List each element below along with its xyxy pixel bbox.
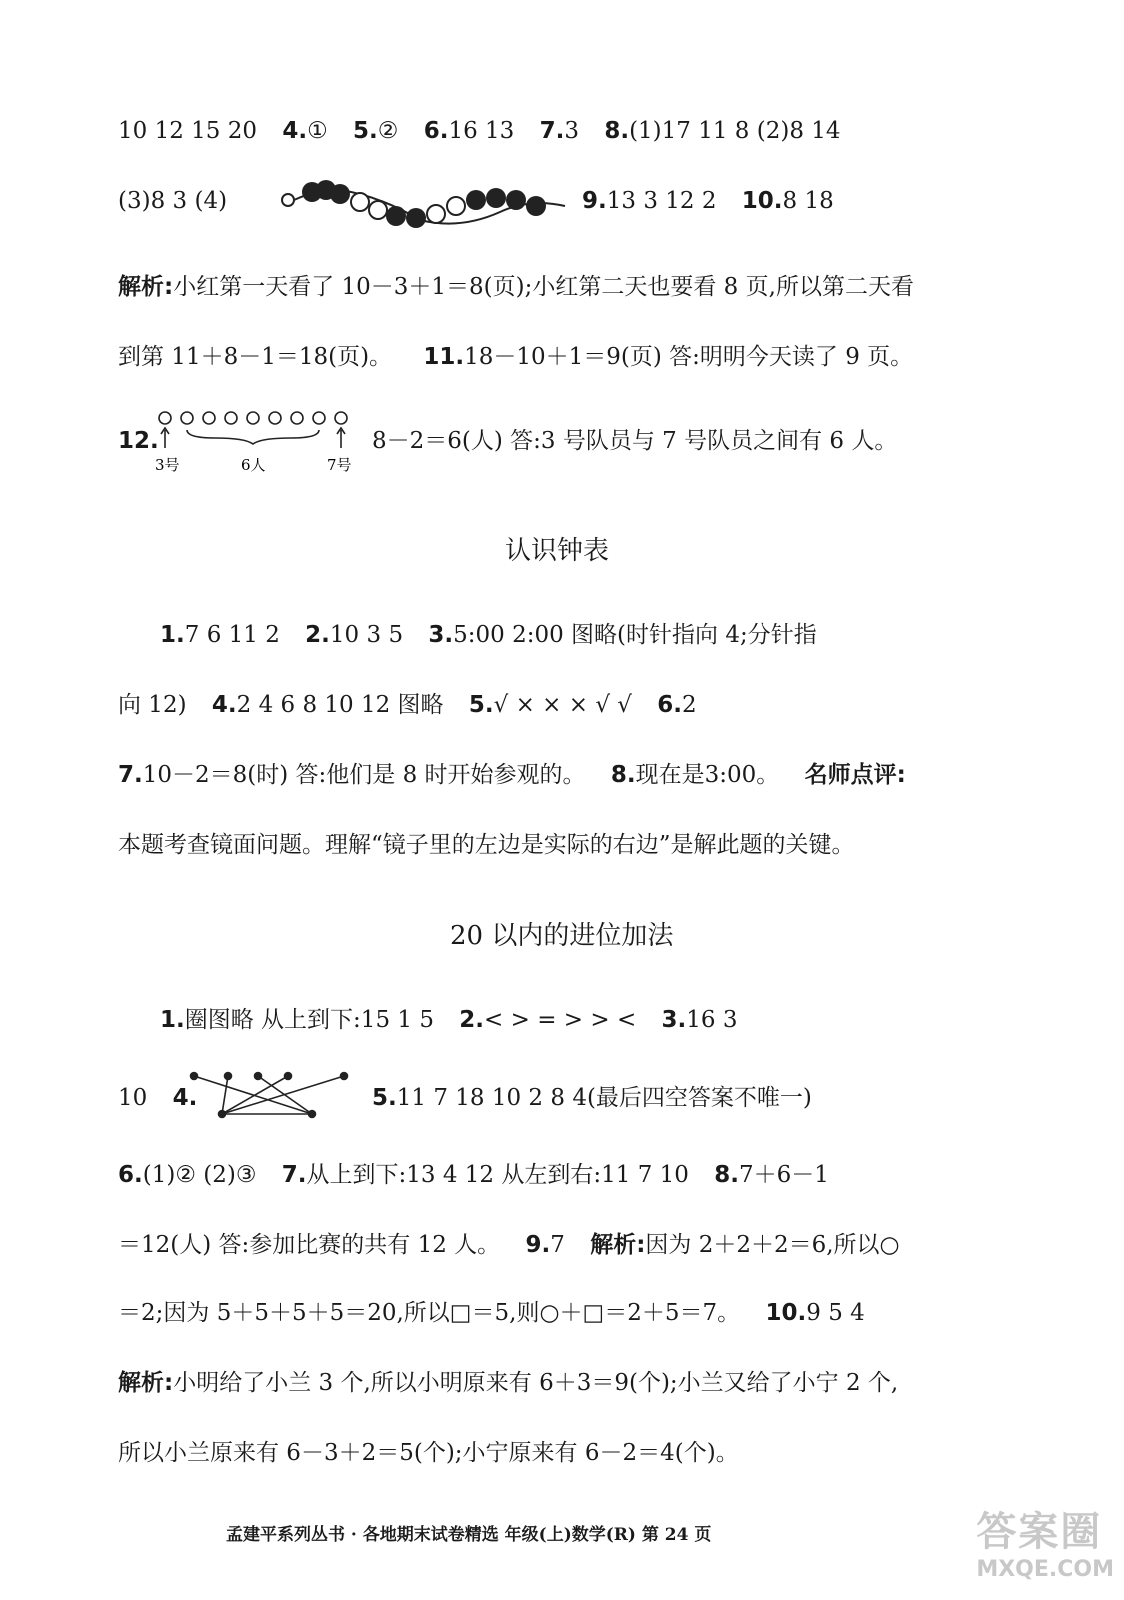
analysis-text: 小明给了小兰 3 个,所以小明原来有 6＋3＝9(个);小兰又给了小宁 2 个, [173,1370,899,1396]
question-number: 6. [657,692,683,718]
question-number: 7. [281,1162,307,1188]
answer-line [118,1083,197,1113]
analysis-line [118,272,914,302]
watermark-bottom: MXQE.COM [976,1557,1114,1582]
answer-text: 圈图略 从上到下:15 1 5 [184,1007,434,1033]
answer-text: √ × × × √ √ [493,692,632,718]
answer-line [160,1005,738,1035]
watermark-logo [976,1500,1114,1582]
question-number: 10. [741,188,783,214]
matching-lines-diagram [190,1072,350,1122]
answer-text: 16 13 [448,118,515,144]
answer-text: 8 18 [782,188,834,214]
answer-text: 7 6 11 2 [184,622,280,648]
answer-text: 8－2＝6(人) 答:3 号队员与 7 号队员之间有 6 人。 [372,428,898,454]
question-number: 3. [661,1007,687,1033]
question-number: 8. [610,762,636,788]
label-7hao: 7号 [327,456,352,474]
label-3hao: 3号 [155,456,180,474]
question-number: 7. [539,118,565,144]
answer-line [118,186,227,216]
answer-text: 3 [564,118,579,144]
comment-text: 本题考查镜面问题。理解“镜子里的左边是实际的右边”是解此题的关键。 [118,832,855,858]
question-number: 11. [423,344,465,370]
answer-text: 10 12 15 20 [118,118,257,144]
answer-text: 2 [682,692,697,718]
answer-text: 16 3 [686,1007,738,1033]
question-number: 8. [604,118,630,144]
answer-text: ＝12(人) 答:参加比赛的共有 12 人。 [118,1232,501,1258]
answer-text: 10－2＝8(时) 答:他们是 8 时开始参观的。 [142,762,586,788]
answer-text: 9 5 4 [806,1300,865,1326]
question-number: 4. [282,118,308,144]
question-number: 1. [160,622,185,648]
section-title: 20 以内的进位加法 [450,921,674,951]
analysis-label: 解析: [118,274,174,300]
analysis-label: 解析: [118,1370,174,1396]
queue-diagram [155,410,355,480]
answer-line [118,1298,865,1328]
question-number: 7. [118,762,143,788]
answer-text: 2 4 6 8 10 12 图略 [236,692,444,718]
question-number: 2. [305,622,330,648]
answer-text: ＝2;因为 5＋5＋5＋5＝20,所以□＝5,则○＋□＝2＋5＝7。 [118,1300,741,1326]
watermark-top: 答案圈 [976,1509,1103,1555]
question-number: 5. [468,692,494,718]
answer-text: (1)② (2)③ [142,1162,257,1188]
answer-text: 13 3 12 2 [606,188,717,214]
question-number: 2. [459,1007,485,1033]
answer-line [118,116,841,146]
answer-text: ① [307,118,328,144]
question-number: 1. [160,1007,185,1033]
answer-line [118,426,159,456]
question-number: 4. [172,1085,198,1111]
answer-text: 向 12) [118,692,187,718]
answer-text: 5:00 2:00 图略(时针指向 4;分针指 [453,622,817,648]
answer-text: 11 7 18 10 2 8 4(最后四空答案不唯一) [396,1085,812,1111]
analysis-text: 因为 2＋2＋2＝6,所以○ [645,1232,900,1258]
answer-text: 7＋6－1 [738,1162,829,1188]
question-number: 10. [765,1300,807,1326]
answer-text: 现在是3:00。 [635,762,780,788]
question-number: 9. [525,1232,551,1258]
comment-line [118,830,855,860]
analysis-text: 小红第一天看了 10－3＋1＝8(页);小红第二天也要看 8 页,所以第二天看 [173,274,914,300]
analysis-label: 解析: [590,1232,646,1258]
section-title: 认识钟表 [505,536,610,566]
answer-text: 10 3 5 [329,622,404,648]
answer-text: (3)8 3 (4) [118,188,228,214]
answer-text: 18－10＋1＝9(页) 答:明明今天读了 9 页。 [464,344,914,370]
answer-line [582,186,834,216]
question-number: 6. [118,1162,143,1188]
answer-line [372,1083,812,1113]
answer-text: < > = > > < [484,1007,637,1033]
answer-line [372,426,897,456]
answer-line [118,1160,829,1190]
question-number: 4. [211,692,237,718]
analysis-line [118,1368,898,1398]
answer-text: (1)17 11 8 (2)8 14 [629,118,841,144]
answer-text: 从上到下:13 4 12 从左到右:11 7 10 [306,1162,689,1188]
answer-text: ② [377,118,399,144]
analysis-text: 所以小兰原来有 6－3＋2＝5(个);小宁原来有 6－2＝4(个)。 [118,1440,739,1466]
question-number: 12. [118,428,159,454]
teacher-comment-label: 名师点评: [804,762,906,788]
answer-line [118,1230,900,1260]
answer-line [118,690,697,720]
question-number: 8. [714,1162,739,1188]
label-6ren: 6人 [241,456,266,474]
answer-line [118,342,913,372]
bead-string-diagram [280,184,570,230]
question-number: 5. [372,1085,397,1111]
answer-line [160,620,817,650]
answer-text: 10 [118,1085,148,1111]
answer-line [118,760,906,790]
question-number: 3. [428,622,454,648]
analysis-line [118,1438,739,1468]
answer-text: 7 [550,1232,565,1258]
answer-text: 到第 11＋8－1＝18(页)。 [118,344,393,370]
question-number: 6. [423,118,449,144]
question-number: 5. [353,118,378,144]
question-number: 9. [582,188,607,214]
page-footer: 孟建平系列丛书 · 各地期末试卷精选 年级(上)数学(R) 第 24 页 [226,1525,712,1545]
